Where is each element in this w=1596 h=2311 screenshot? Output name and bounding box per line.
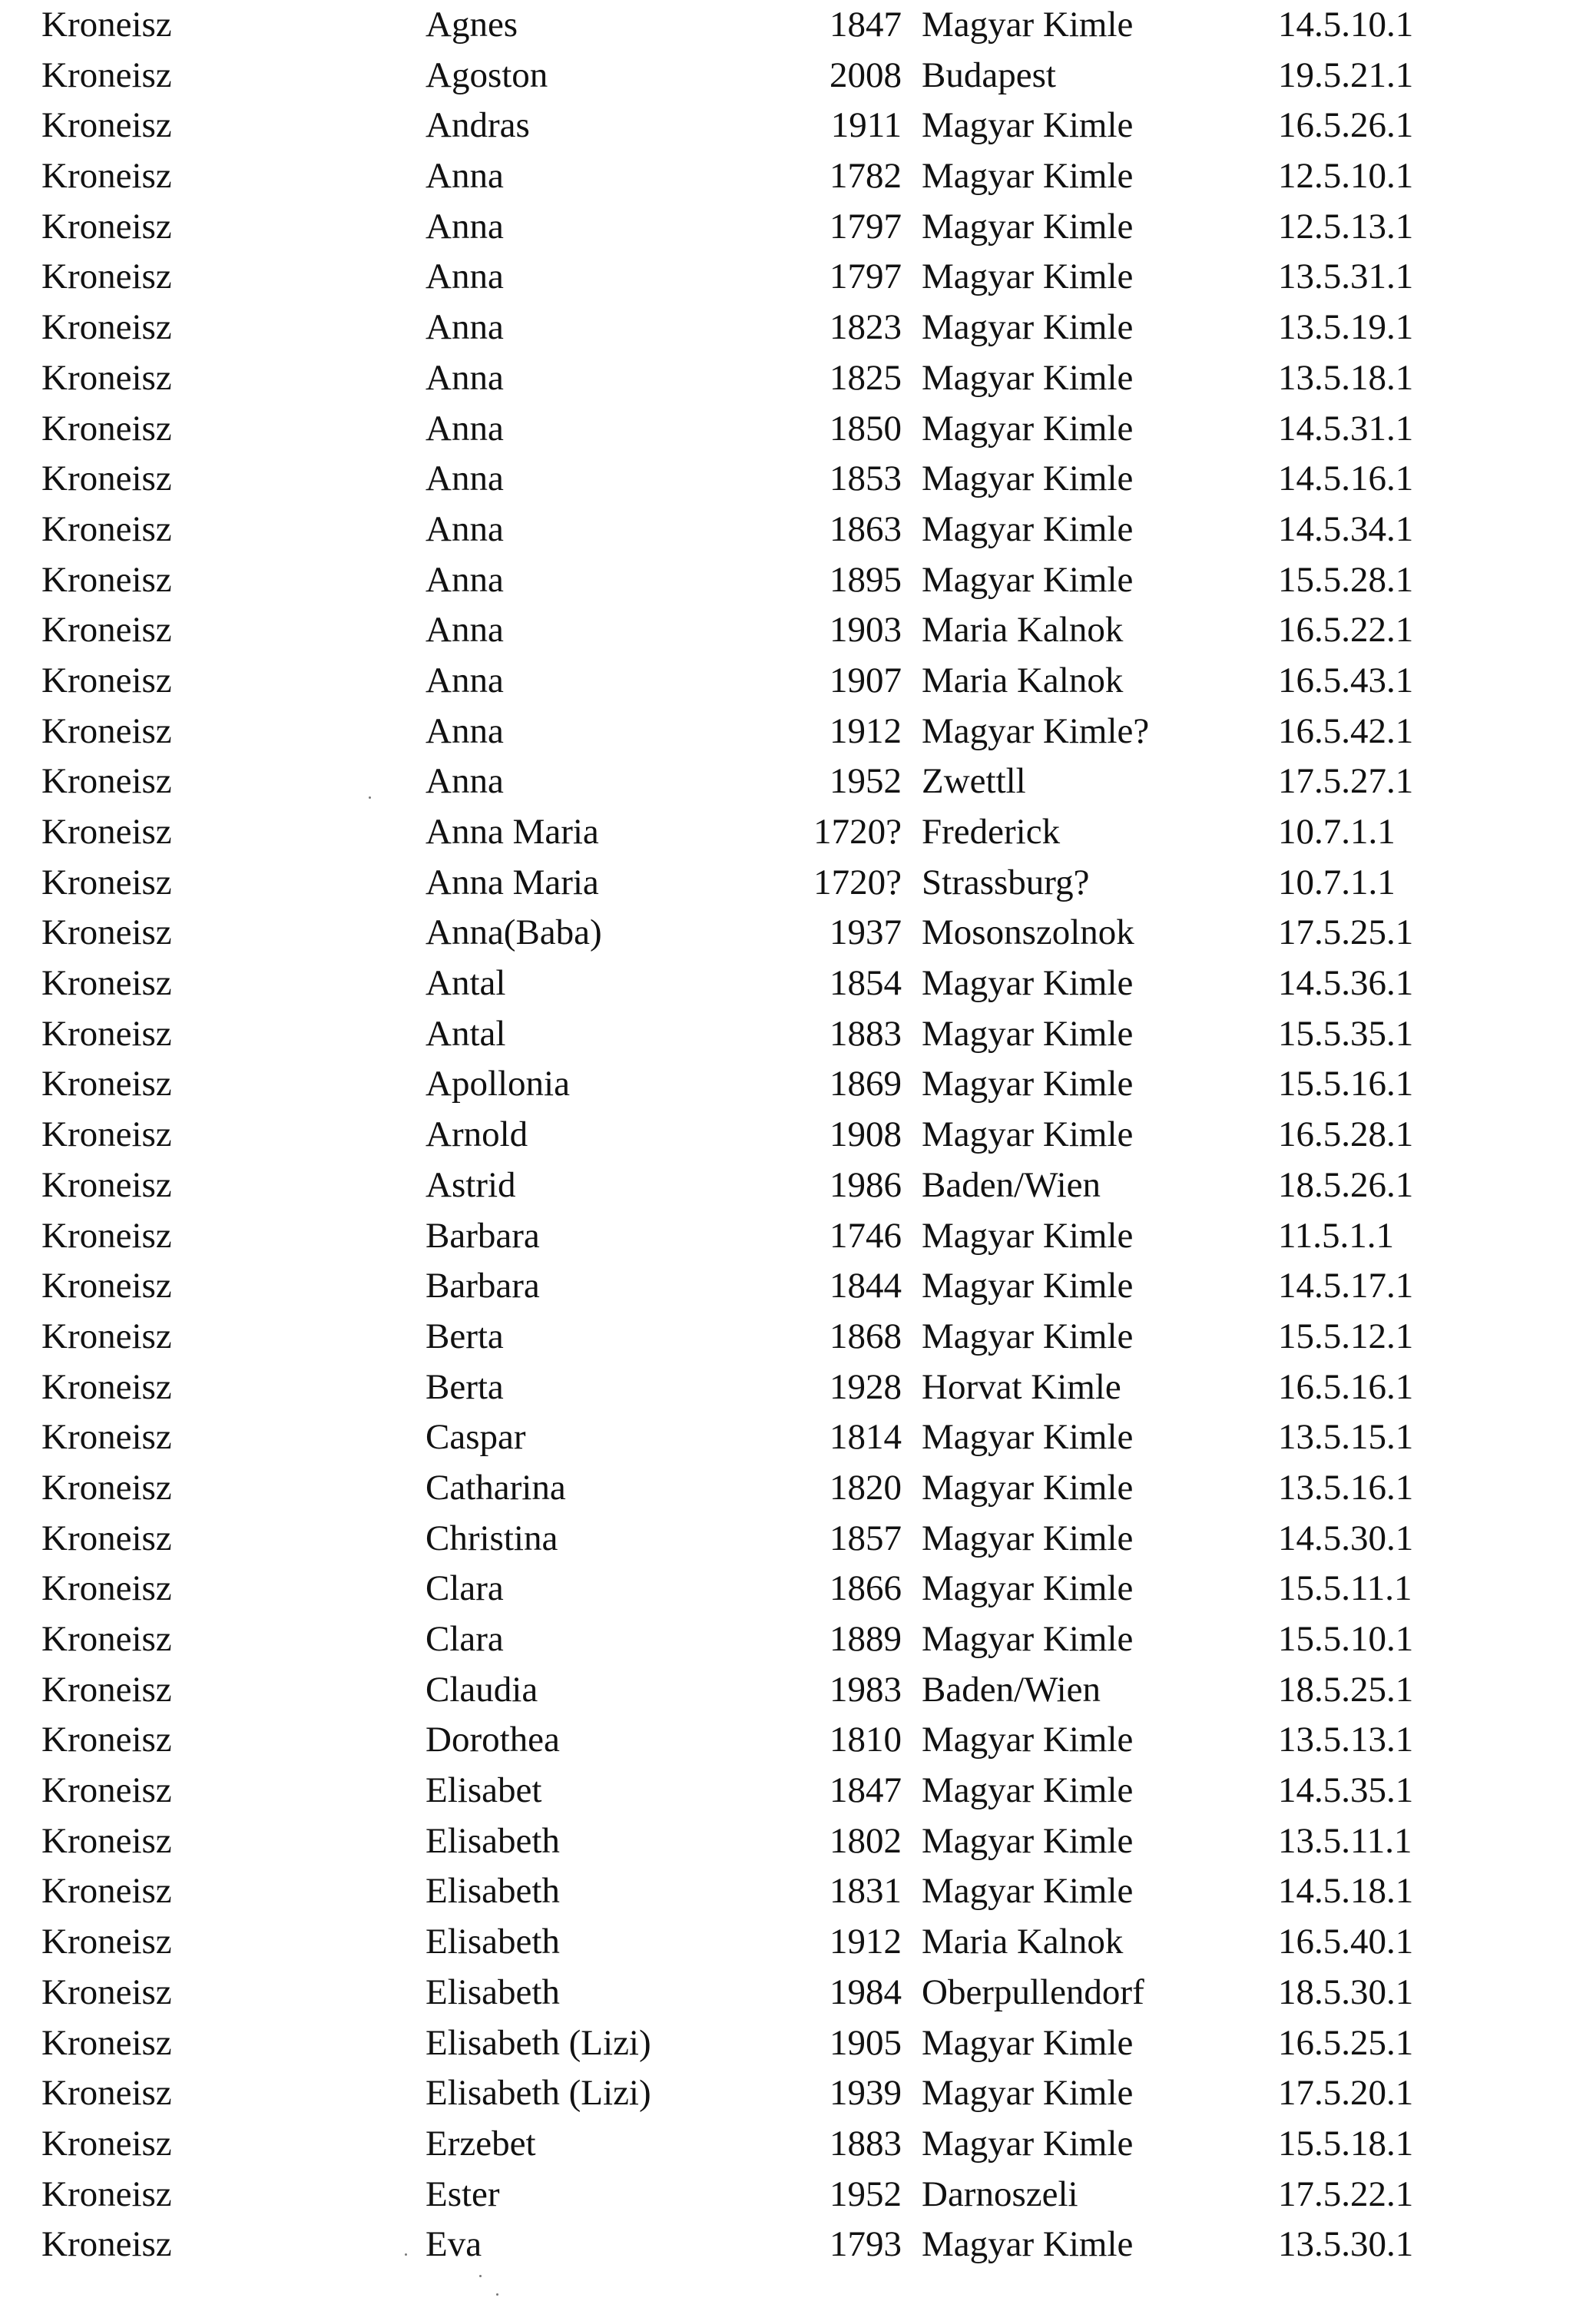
code-cell: 10.7.1.1 (1278, 862, 1396, 902)
surname-cell: Kroneisz (41, 5, 172, 45)
place-cell: Magyar Kimle (922, 1013, 1134, 1054)
list-item (0, 252, 1596, 303)
surname-cell: Kroneisz (41, 459, 172, 499)
code-cell: 17.5.25.1 (1278, 912, 1414, 953)
given-name-cell: Agnes (425, 5, 518, 45)
place-cell: Strassburg? (922, 862, 1090, 902)
surname-cell: Kroneisz (41, 1820, 172, 1861)
given-name-cell: Elisabeth (Lizi) (425, 2022, 651, 2063)
place-cell: Magyar Kimle (922, 1871, 1134, 1912)
year-cell: 1831 (829, 1871, 902, 1912)
surname-cell: Kroneisz (41, 2174, 172, 2214)
place-cell: Magyar Kimle (922, 963, 1134, 1004)
year-cell: 1983 (829, 1669, 902, 1710)
list-item (0, 1110, 1596, 1160)
code-cell: 13.5.31.1 (1278, 257, 1414, 297)
code-cell: 15.5.35.1 (1278, 1013, 1414, 1054)
code-cell: 18.5.30.1 (1278, 1972, 1414, 2012)
given-name-cell: Anna (425, 206, 504, 247)
given-name-cell: Anna (425, 660, 504, 700)
code-cell: 14.5.17.1 (1278, 1266, 1414, 1306)
surname-cell: Kroneisz (41, 357, 172, 398)
code-cell: 13.5.11.1 (1278, 1820, 1412, 1861)
list-item (0, 51, 1596, 101)
list-item (0, 1715, 1596, 1766)
year-cell: 1952 (829, 2174, 902, 2214)
year-cell: 1889 (829, 1619, 902, 1659)
given-name-cell: Anna (425, 257, 504, 297)
code-cell: 12.5.13.1 (1278, 206, 1414, 247)
surname-cell: Kroneisz (41, 1417, 172, 1458)
code-cell: 11.5.1.1 (1278, 1215, 1395, 1256)
given-name-cell: Anna Maria (425, 812, 599, 852)
list-item (0, 454, 1596, 505)
code-cell: 18.5.25.1 (1278, 1669, 1414, 1710)
given-name-cell: Anna (425, 357, 504, 398)
place-cell: Magyar Kimle (922, 408, 1134, 449)
year-cell: 1986 (829, 1164, 902, 1205)
place-cell: Frederick (922, 812, 1061, 852)
place-cell: Magyar Kimle (922, 2123, 1134, 2164)
list-item (0, 101, 1596, 151)
list-item (0, 656, 1596, 707)
list-item (0, 1312, 1596, 1362)
code-cell: 15.5.18.1 (1278, 2123, 1414, 2164)
place-cell: Magyar Kimle (922, 2022, 1134, 2063)
year-cell: 1825 (829, 357, 902, 398)
surname-cell: Kroneisz (41, 1871, 172, 1912)
surname-cell: Kroneisz (41, 307, 172, 348)
year-cell: 1850 (829, 408, 902, 449)
year-cell: 1937 (829, 912, 902, 953)
given-name-cell: Anna (425, 508, 504, 549)
place-cell: Zwettll (922, 761, 1026, 802)
year-cell: 1797 (829, 206, 902, 247)
surname-cell: Kroneisz (41, 1972, 172, 2012)
list-item (0, 1261, 1596, 1312)
list-item (0, 1160, 1596, 1211)
list-item (0, 1009, 1596, 1060)
place-cell: Maria Kalnok (922, 660, 1124, 700)
given-name-cell: Anna (425, 408, 504, 449)
list-item (0, 1816, 1596, 1867)
scan-speck (405, 2253, 407, 2256)
year-cell: 1857 (829, 1518, 902, 1558)
year-cell: 1907 (829, 660, 902, 700)
given-name-cell: Elisabeth (425, 1972, 560, 2012)
year-cell: 1883 (829, 2123, 902, 2164)
year-cell: 1720? (813, 812, 902, 852)
scan-speck (369, 796, 371, 799)
surname-cell: Kroneisz (41, 912, 172, 953)
surname-cell: Kroneisz (41, 963, 172, 1004)
place-cell: Darnoszeli (922, 2174, 1078, 2214)
surname-cell: Kroneisz (41, 1518, 172, 1558)
code-cell: 13.5.16.1 (1278, 1467, 1414, 1508)
list-item (0, 807, 1596, 858)
year-cell: 1866 (829, 1568, 902, 1609)
year-cell: 1863 (829, 508, 902, 549)
surname-cell: Kroneisz (41, 812, 172, 852)
year-cell: 1810 (829, 1720, 902, 1760)
surname-cell: Kroneisz (41, 559, 172, 600)
surname-cell: Kroneisz (41, 1316, 172, 1356)
year-cell: 1895 (829, 559, 902, 600)
code-cell: 15.5.28.1 (1278, 559, 1414, 600)
code-cell: 16.5.42.1 (1278, 710, 1414, 751)
surname-cell: Kroneisz (41, 1720, 172, 1760)
code-cell: 16.5.26.1 (1278, 105, 1414, 146)
given-name-cell: Arnold (425, 1114, 528, 1155)
surname-cell: Kroneisz (41, 1266, 172, 1306)
code-cell: 14.5.10.1 (1278, 5, 1414, 45)
surname-cell: Kroneisz (41, 1064, 172, 1104)
list-item (0, 1917, 1596, 1968)
list-item (0, 908, 1596, 959)
year-cell: 1782 (829, 156, 902, 197)
year-cell: 2008 (829, 55, 902, 95)
list-item (0, 1211, 1596, 1262)
year-cell: 1793 (829, 2224, 902, 2265)
given-name-cell: Caspar (425, 1417, 526, 1458)
given-name-cell: Barbara (425, 1266, 540, 1306)
place-cell: Magyar Kimle (922, 508, 1134, 549)
code-cell: 16.5.22.1 (1278, 610, 1414, 651)
place-cell: Maria Kalnok (922, 610, 1124, 651)
list-item (0, 202, 1596, 253)
surname-cell: Kroneisz (41, 1568, 172, 1609)
list-item (0, 959, 1596, 1009)
place-cell: Magyar Kimle (922, 1518, 1134, 1558)
surname-cell: Kroneisz (41, 1770, 172, 1811)
year-cell: 1853 (829, 459, 902, 499)
place-cell: Magyar Kimle (922, 1114, 1134, 1155)
place-cell: Magyar Kimle (922, 1316, 1134, 1356)
place-cell: Horvat Kimle (922, 1366, 1121, 1407)
list-item (0, 1059, 1596, 1110)
list-item (0, 858, 1596, 909)
given-name-cell: Claudia (425, 1669, 538, 1710)
surname-cell: Kroneisz (41, 1619, 172, 1659)
given-name-cell: Anna (425, 710, 504, 751)
place-cell: Magyar Kimle (922, 5, 1134, 45)
list-item (0, 1968, 1596, 2018)
code-cell: 13.5.18.1 (1278, 357, 1414, 398)
year-cell: 1868 (829, 1316, 902, 1356)
given-name-cell: Catharina (425, 1467, 566, 1508)
code-cell: 17.5.22.1 (1278, 2174, 1414, 2214)
code-cell: 15.5.10.1 (1278, 1619, 1414, 1659)
scan-speck (496, 2293, 498, 2296)
code-cell: 17.5.27.1 (1278, 761, 1414, 802)
surname-cell: Kroneisz (41, 2123, 172, 2164)
given-name-cell: Andras (425, 105, 530, 146)
list-item (0, 2220, 1596, 2270)
place-cell: Magyar Kimle (922, 156, 1134, 197)
year-cell: 1823 (829, 307, 902, 348)
list-item (0, 1766, 1596, 1816)
list-item (0, 1463, 1596, 1514)
code-cell: 13.5.13.1 (1278, 1720, 1414, 1760)
code-cell: 13.5.19.1 (1278, 307, 1414, 348)
code-cell: 13.5.15.1 (1278, 1417, 1414, 1458)
list-item (0, 1614, 1596, 1665)
code-cell: 13.5.30.1 (1278, 2224, 1414, 2265)
year-cell: 1928 (829, 1366, 902, 1407)
place-cell: Magyar Kimle (922, 1619, 1134, 1659)
list-item (0, 303, 1596, 353)
list-item (0, 2170, 1596, 2220)
surname-cell: Kroneisz (41, 1669, 172, 1710)
year-cell: 1746 (829, 1215, 902, 1256)
surname-cell: Kroneisz (41, 660, 172, 700)
code-cell: 14.5.16.1 (1278, 459, 1414, 499)
surname-cell: Kroneisz (41, 2022, 172, 2063)
given-name-cell: Elisabeth (425, 1871, 560, 1912)
given-name-cell: Clara (425, 1619, 504, 1659)
given-name-cell: Anna Maria (425, 862, 599, 902)
surname-cell: Kroneisz (41, 710, 172, 751)
year-cell: 1908 (829, 1114, 902, 1155)
given-name-cell: Berta (425, 1316, 504, 1356)
place-cell: Baden/Wien (922, 1164, 1101, 1205)
surname-cell: Kroneisz (41, 2073, 172, 2114)
given-name-cell: Anna (425, 761, 504, 802)
list-item (0, 1362, 1596, 1413)
given-name-cell: Antal (425, 963, 506, 1004)
surname-cell: Kroneisz (41, 1215, 172, 1256)
list-item (0, 1866, 1596, 1917)
year-cell: 1847 (829, 1770, 902, 1811)
code-cell: 12.5.10.1 (1278, 156, 1414, 197)
given-name-cell: Ester (425, 2174, 500, 2214)
place-cell: Magyar Kimle (922, 1417, 1134, 1458)
place-cell: Magyar Kimle (922, 1215, 1134, 1256)
list-item (0, 707, 1596, 757)
place-cell: Maria Kalnok (922, 1922, 1124, 1962)
surname-cell: Kroneisz (41, 1114, 172, 1155)
place-cell: Magyar Kimle (922, 357, 1134, 398)
code-cell: 16.5.25.1 (1278, 2022, 1414, 2063)
surname-cell: Kroneisz (41, 1467, 172, 1508)
place-cell: Budapest (922, 55, 1056, 95)
code-cell: 19.5.21.1 (1278, 55, 1414, 95)
place-cell: Magyar Kimle (922, 2224, 1134, 2265)
code-cell: 16.5.16.1 (1278, 1366, 1414, 1407)
given-name-cell: Anna(Baba) (425, 912, 602, 953)
given-name-cell: Barbara (425, 1215, 540, 1256)
surname-cell: Kroneisz (41, 257, 172, 297)
list-item (0, 404, 1596, 455)
code-cell: 14.5.34.1 (1278, 508, 1414, 549)
given-name-cell: Anna (425, 610, 504, 651)
year-cell: 1869 (829, 1064, 902, 1104)
place-cell: Magyar Kimle (922, 459, 1134, 499)
given-name-cell: Antal (425, 1013, 506, 1054)
given-name-cell: Erzebet (425, 2123, 536, 2164)
surname-cell: Kroneisz (41, 610, 172, 651)
given-name-cell: Eva (425, 2224, 482, 2265)
place-cell: Magyar Kimle (922, 1720, 1134, 1760)
place-cell: Magyar Kimle (922, 1467, 1134, 1508)
given-name-cell: Anna (425, 559, 504, 600)
code-cell: 14.5.30.1 (1278, 1518, 1414, 1558)
given-name-cell: Elisabet (425, 1770, 542, 1811)
given-name-cell: Anna (425, 459, 504, 499)
code-cell: 10.7.1.1 (1278, 812, 1396, 852)
place-cell: Magyar Kimle (922, 105, 1134, 146)
year-cell: 1814 (829, 1417, 902, 1458)
list-item (0, 1514, 1596, 1564)
scan-speck (479, 2275, 482, 2277)
surname-cell: Kroneisz (41, 2224, 172, 2265)
year-cell: 1912 (829, 1922, 902, 1962)
given-name-cell: Anna (425, 156, 504, 197)
surname-cell: Kroneisz (41, 508, 172, 549)
place-cell: Mosonszolnok (922, 912, 1134, 953)
place-cell: Magyar Kimle (922, 559, 1134, 600)
year-cell: 1984 (829, 1972, 902, 2012)
given-name-cell: Elisabeth (425, 1922, 560, 1962)
list-item (0, 555, 1596, 606)
code-cell: 14.5.36.1 (1278, 963, 1414, 1004)
place-cell: Magyar Kimle (922, 1820, 1134, 1861)
place-cell: Magyar Kimle (922, 1770, 1134, 1811)
list-item (0, 505, 1596, 555)
place-cell: Magyar Kimle (922, 307, 1134, 348)
code-cell: 14.5.31.1 (1278, 408, 1414, 449)
given-name-cell: Anna (425, 307, 504, 348)
code-cell: 18.5.26.1 (1278, 1164, 1414, 1205)
year-cell: 1802 (829, 1820, 902, 1861)
year-cell: 1952 (829, 761, 902, 802)
surname-cell: Kroneisz (41, 55, 172, 95)
list-item (0, 2068, 1596, 2119)
place-cell: Magyar Kimle? (922, 710, 1150, 751)
surname-cell: Kroneisz (41, 1922, 172, 1962)
place-cell: Oberpullendorf (922, 1972, 1144, 2012)
surname-cell: Kroneisz (41, 105, 172, 146)
given-name-cell: Apollonia (425, 1064, 570, 1104)
year-cell: 1847 (829, 5, 902, 45)
list-item (0, 151, 1596, 202)
list-item (0, 605, 1596, 656)
year-cell: 1720? (813, 862, 902, 902)
given-name-cell: Dorothea (425, 1720, 560, 1760)
surname-cell: Kroneisz (41, 862, 172, 902)
list-item (0, 1412, 1596, 1463)
given-name-cell: Elisabeth (Lizi) (425, 2073, 651, 2114)
place-cell: Baden/Wien (922, 1669, 1101, 1710)
given-name-cell: Astrid (425, 1164, 516, 1205)
place-cell: Magyar Kimle (922, 206, 1134, 247)
year-cell: 1905 (829, 2022, 902, 2063)
surname-cell: Kroneisz (41, 1164, 172, 1205)
code-cell: 14.5.18.1 (1278, 1871, 1414, 1912)
surname-cell: Kroneisz (41, 761, 172, 802)
place-cell: Magyar Kimle (922, 2073, 1134, 2114)
code-cell: 15.5.16.1 (1278, 1064, 1414, 1104)
code-cell: 16.5.28.1 (1278, 1114, 1414, 1155)
code-cell: 16.5.40.1 (1278, 1922, 1414, 1962)
code-cell: 16.5.43.1 (1278, 660, 1414, 700)
year-cell: 1912 (829, 710, 902, 751)
given-name-cell: Berta (425, 1366, 504, 1407)
year-cell: 1939 (829, 2073, 902, 2114)
given-name-cell: Elisabeth (425, 1820, 560, 1861)
surname-cell: Kroneisz (41, 156, 172, 197)
code-cell: 15.5.12.1 (1278, 1316, 1414, 1356)
surname-cell: Kroneisz (41, 1366, 172, 1407)
given-name-cell: Clara (425, 1568, 504, 1609)
list-item (0, 1665, 1596, 1716)
year-cell: 1854 (829, 963, 902, 1004)
list-item (0, 2018, 1596, 2069)
surname-cell: Kroneisz (41, 1013, 172, 1054)
code-cell: 14.5.35.1 (1278, 1770, 1414, 1811)
list-item (0, 353, 1596, 404)
year-cell: 1883 (829, 1013, 902, 1054)
year-cell: 1844 (829, 1266, 902, 1306)
list-item (0, 2119, 1596, 2170)
year-cell: 1903 (829, 610, 902, 651)
place-cell: Magyar Kimle (922, 1064, 1134, 1104)
list-item (0, 0, 1596, 51)
code-cell: 17.5.20.1 (1278, 2073, 1414, 2114)
place-cell: Magyar Kimle (922, 257, 1134, 297)
surname-cell: Kroneisz (41, 408, 172, 449)
code-cell: 15.5.11.1 (1278, 1568, 1412, 1609)
place-cell: Magyar Kimle (922, 1266, 1134, 1306)
year-cell: 1820 (829, 1467, 902, 1508)
given-name-cell: Agoston (425, 55, 548, 95)
year-cell: 1797 (829, 257, 902, 297)
year-cell: 1911 (830, 105, 902, 146)
list-item (0, 1564, 1596, 1614)
surname-cell: Kroneisz (41, 206, 172, 247)
given-name-cell: Christina (425, 1518, 558, 1558)
place-cell: Magyar Kimle (922, 1568, 1134, 1609)
list-item (0, 757, 1596, 807)
